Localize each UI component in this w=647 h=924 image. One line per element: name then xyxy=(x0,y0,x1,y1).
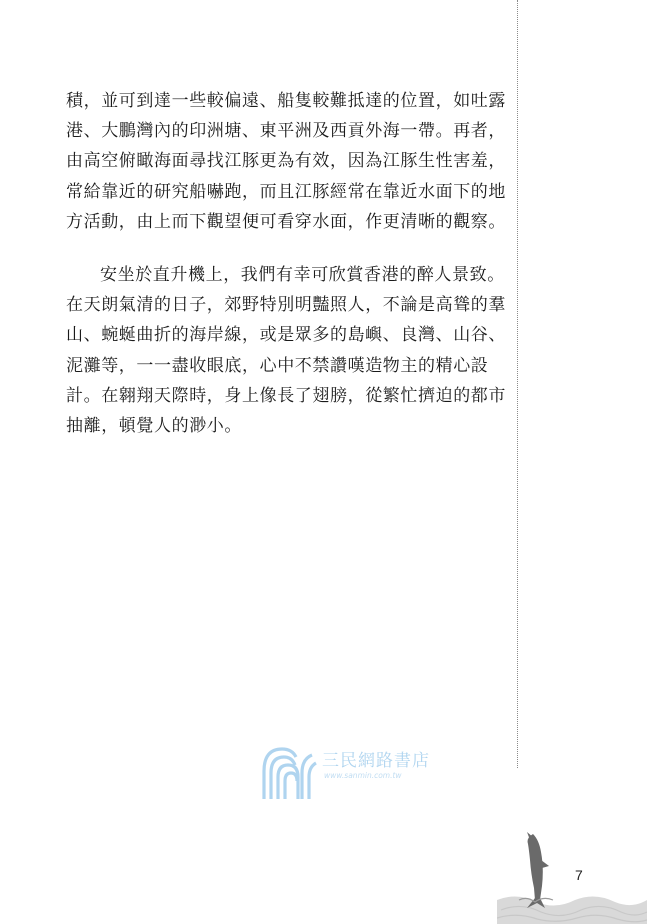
text-line: 由高空俯瞰海面尋找江豚更為有效，因為江豚生性害羞， xyxy=(66,151,506,172)
text-line: 積，並可到達一些較偏遠、船隻較難抵達的位置，如吐露 xyxy=(66,91,506,111)
watermark-name: 三民網路書店 xyxy=(322,751,430,771)
publisher-logo-icon xyxy=(258,743,318,803)
paragraph-2 xyxy=(66,260,506,441)
text-line: 在天朗氣清的日子，郊野特別明豔照人，不論是高聳的羣 xyxy=(66,295,506,316)
paragraph-1 xyxy=(66,86,506,237)
text-line: 計。在翱翔天際時，身上像長了翅膀，從繁忙擠迫的都市 xyxy=(66,385,506,406)
text-line: 常給靠近的研究船嚇跑，而且江豚經常在靠近水面下的地 xyxy=(66,181,506,202)
dolphin-leaping-icon xyxy=(497,830,647,924)
text-line: 安坐於直升機上，我們有幸可欣賞香港的醉人景致。 xyxy=(100,265,505,286)
text-line: 泥灘等，一一盡收眼底，心中不禁讚嘆造物主的精心設 xyxy=(66,355,489,376)
body-text xyxy=(66,86,506,441)
text-line: 山、蜿蜒曲折的海岸線，或是眾多的島嶼、良灣、山谷、 xyxy=(66,325,506,346)
text-line: 方活動，由上而下觀望便可看穿水面，作更清晰的觀察。 xyxy=(66,211,506,232)
page-number: 7 xyxy=(575,867,583,883)
watermark-url: www.sanmin.com.tw xyxy=(324,771,402,780)
margin-dotted-line xyxy=(517,0,518,768)
text-line: 港、大鵬灣內的印洲塘、東平洲及西貢外海一帶。再者， xyxy=(66,121,506,142)
text-line: 抽離，頓覺人的渺小。 xyxy=(66,416,242,437)
publisher-watermark xyxy=(258,743,430,803)
